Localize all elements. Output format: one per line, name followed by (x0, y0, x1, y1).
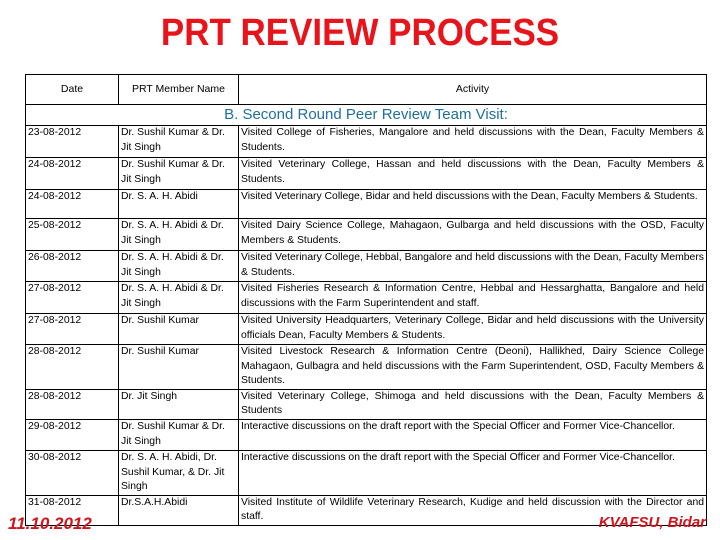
member-cell: Dr. S. A. H. Abidi & Dr. Jit Singh (119, 251, 239, 282)
member-cell: Dr.S.A.H.Abidi (119, 495, 239, 525)
member-cell: Dr. Jit Singh (119, 389, 239, 419)
activity-cell: Visited Institute of Wildlife Veterinary Research, Kudige and held discussion with the Director and staff. (239, 495, 707, 525)
member-cell: Dr. S. A. H. Abidi & Dr. Jit Singh (119, 219, 239, 251)
activity-cell: Visited Fisheries Research & Information Centre, Hebbal and Hessarghatta, Bangalore and held discussions with the Farm Superintendent and staff. (239, 282, 707, 314)
page-title: PRT REVIEW PROCESS (160, 12, 560, 54)
table-row (26, 126, 707, 158)
activity-cell: Visited Livestock Research & Information Centre (Deoni), Hallikhed, Dairy Science College Mahagaon, Gulbagra and held discussions with the Farm Superintendent, OSD, Faculty Members & Students. (239, 345, 707, 390)
table-row (26, 190, 707, 219)
table-row (26, 450, 707, 495)
activity-cell: Interactive discussions on the draft report with the Special Officer and Former Vice-Chancellor. (239, 450, 707, 495)
activity-cell: Visited Veterinary College, Hebbal, Bangalore and held discussions with the Dean, Faculty Members & Students. (239, 251, 707, 282)
activity-cell: Visited University Headquarters, Veterinary College, Bidar and held discussions with the University officials Dean, Faculty Members & Students. (239, 314, 707, 345)
activity-cell: Visited Dairy Science College, Mahagaon, Gulbarga and held discussions with the OSD, Faculty Members & Students. (239, 219, 707, 251)
table-row (26, 158, 707, 190)
date-cell: 29-08-2012 (26, 419, 119, 450)
member-cell: Dr. S. A. H. Abidi & Dr. Jit Singh (119, 282, 239, 314)
date-cell: 25-08-2012 (26, 219, 119, 251)
table-row (26, 282, 707, 314)
date-cell: 28-08-2012 (26, 345, 119, 390)
activity-cell: Visited Veterinary College, Hassan and held discussions with the Dean, Faculty Members & Students. (239, 158, 707, 190)
review-table (25, 74, 707, 526)
member-cell: Dr. Sushil Kumar (119, 345, 239, 390)
date-cell: 27-08-2012 (26, 282, 119, 314)
table-row (26, 419, 707, 450)
date-cell: 23-08-2012 (26, 126, 119, 158)
footer-date: 11.10.2012 (8, 514, 92, 533)
footer-org: KVAFSU, Bidar (598, 514, 706, 531)
table-header-row (26, 75, 707, 105)
activity-cell: Interactive discussions on the draft report with the Special Officer and Former Vice-Chancellor. (239, 419, 707, 450)
table-row (26, 314, 707, 345)
date-cell: 24-08-2012 (26, 158, 119, 190)
member-cell: Dr. Sushil Kumar & Dr. Jit Singh (119, 126, 239, 158)
date-cell: 26-08-2012 (26, 251, 119, 282)
date-cell: 27-08-2012 (26, 314, 119, 345)
section-title: B. Second Round Peer Review Team Visit: (26, 105, 707, 126)
header-activity: Activity (239, 75, 707, 105)
table-row (26, 219, 707, 251)
member-cell: Dr. S. A. H. Abidi, Dr. Sushil Kumar, & Dr. Jit Singh (119, 450, 239, 495)
date-cell: 24-08-2012 (26, 190, 119, 219)
member-cell: Dr. Sushil Kumar & Dr. Jit Singh (119, 419, 239, 450)
date-cell: 28-08-2012 (26, 389, 119, 419)
header-member: PRT Member Name (119, 75, 239, 105)
table-row (26, 389, 707, 419)
table-row (26, 345, 707, 390)
date-cell: 31-08-2012 (26, 495, 119, 525)
member-cell: Dr. Sushil Kumar (119, 314, 239, 345)
member-cell: Dr. Sushil Kumar & Dr. Jit Singh (119, 158, 239, 190)
activity-cell: Visited Veterinary College, Shimoga and held discussions with the Dean, Faculty Members & Students (239, 389, 707, 419)
activity-cell: Visited Veterinary College, Bidar and held discussions with the Dean, Faculty Members & Students. (239, 190, 707, 219)
header-date: Date (26, 75, 119, 105)
activity-cell: Visited College of Fisheries, Mangalore and held discussions with the Dean, Faculty Members & Students. (239, 126, 707, 158)
section-title-row (26, 105, 707, 126)
table-row (26, 251, 707, 282)
date-cell: 30-08-2012 (26, 450, 119, 495)
member-cell: Dr. S. A. H. Abidi (119, 190, 239, 219)
